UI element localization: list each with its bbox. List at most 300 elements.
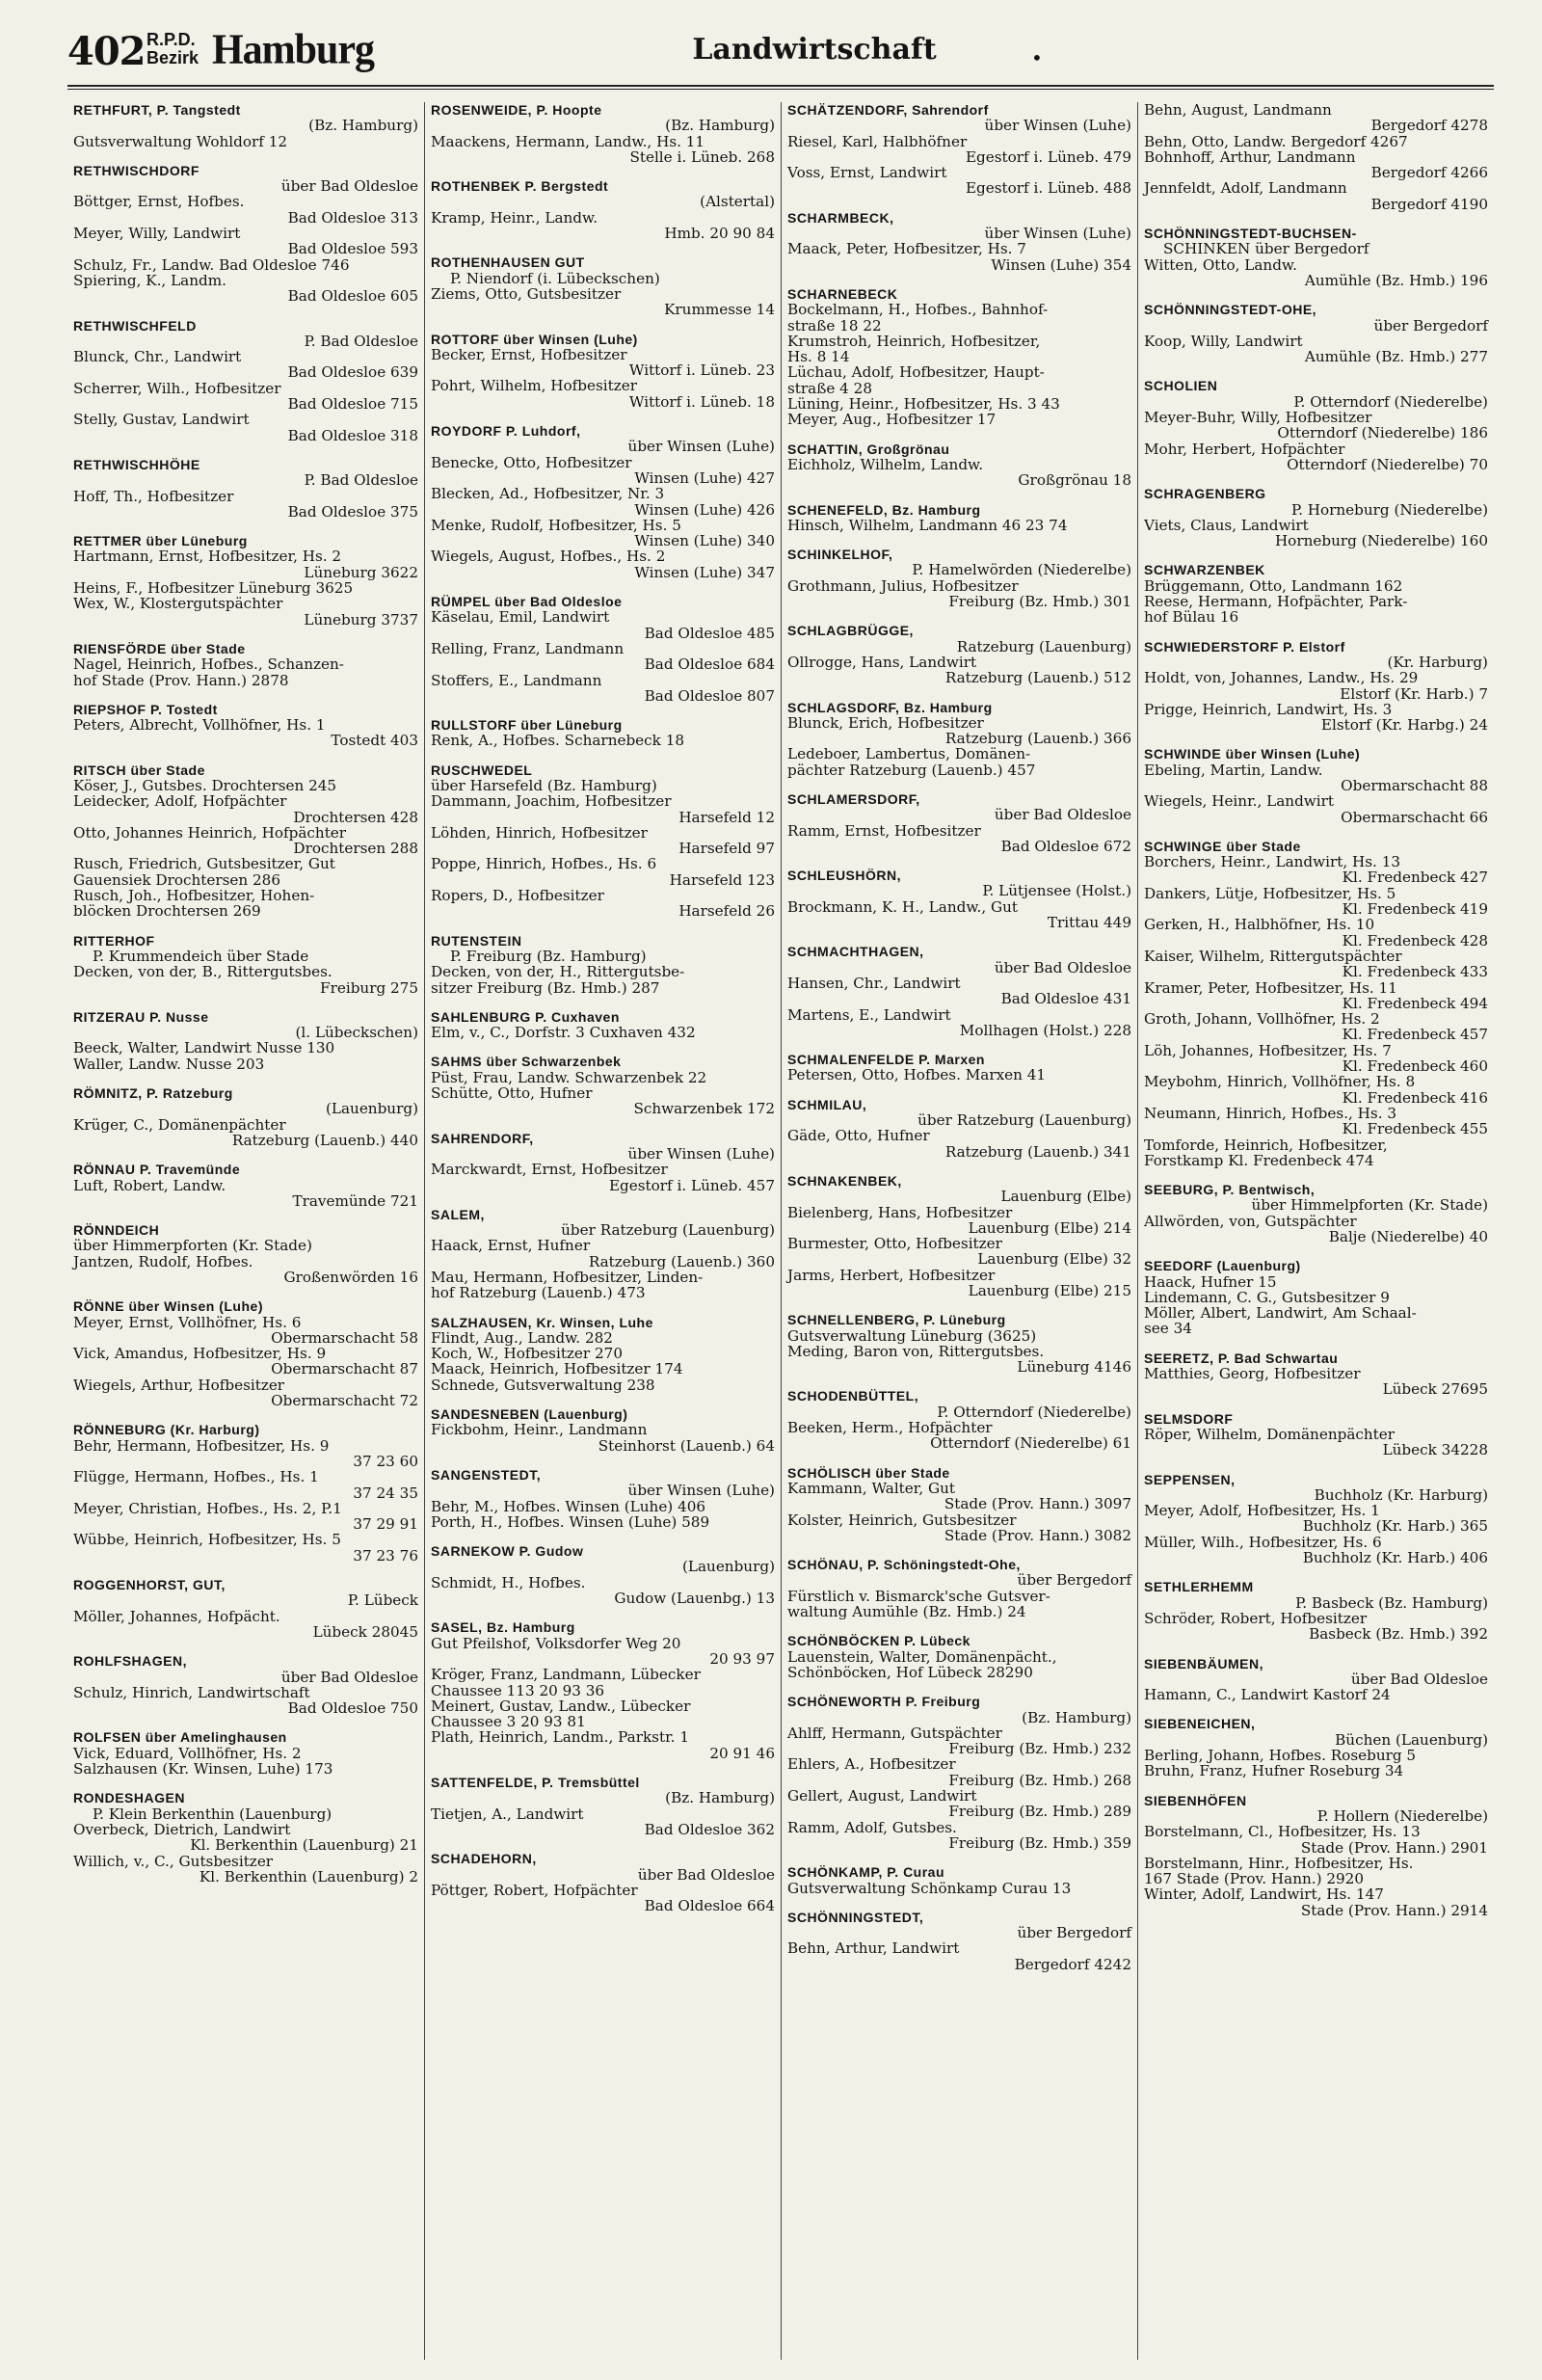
place-heading: SCHÖNAU, P. Schöningstedt-Ohe, (787, 1557, 1021, 1573)
entry-line: Lübeck 28045 (312, 1622, 418, 1641)
entry-line: Stoffers, E., Landmann (431, 671, 602, 689)
entry-line: straße 4 28 (787, 379, 872, 397)
entry-line: Vick, Eduard, Vollhöfner, Hs. 2 (73, 1744, 302, 1762)
entry-line: über Ratzeburg (Lauenburg) (561, 1221, 775, 1240)
page-number: 402 (67, 29, 146, 74)
place-heading: SANDESNEBEN (Lauenburg) (431, 1406, 628, 1423)
entry-line: Chaussee 3 20 93 81 (431, 1713, 586, 1731)
entry-line: Bergedorf 4278 (1370, 117, 1488, 135)
entry-line: Haack, Ernst, Hufner (431, 1237, 591, 1255)
entry-line: (Bz. Hamburg) (665, 1789, 775, 1807)
directory-entry (1144, 1258, 1488, 1336)
entry-line: Heins, F., Hofbesitzer Lüneburg 3625 (73, 579, 354, 598)
entry-line: (Bz. Hamburg) (665, 117, 775, 135)
entry-line: Kl. Fredenbeck 427 (1342, 869, 1488, 887)
entry-line: P. Niendorf (i. Lübeckschen) (450, 269, 660, 287)
directory-entry (73, 1009, 418, 1072)
entry-line: Röper, Wilhelm, Domänenpächter (1144, 1425, 1396, 1443)
entry-line: Kl. Fredenbeck 428 (1342, 931, 1488, 949)
entry-line: Pohrt, Wilhelm, Hofbesitzer (431, 377, 638, 395)
entry-line: P. Krummendeich über Stade (93, 947, 309, 965)
entry-line: Stelly, Gustav, Landwirt (73, 411, 250, 429)
entry-line: Harsefeld 97 (678, 840, 775, 858)
directory-entry (73, 457, 418, 520)
entry-line: Flindt, Aug., Landw. 282 (431, 1328, 613, 1347)
entry-line: see 34 (1144, 1320, 1192, 1338)
entry-line: über Winsen (Luhe) (627, 1482, 775, 1500)
entry-line: Kl. Berkenthin (Lauenburg) 2 (199, 1867, 418, 1885)
entry-line: 37 29 91 (353, 1515, 418, 1534)
place-heading: SANGENSTEDT, (431, 1466, 542, 1483)
entry-line: Elm, v., C., Dorfstr. 3 Cuxhaven 432 (431, 1024, 696, 1042)
entry-line: 37 23 60 (353, 1452, 418, 1470)
entry-line: Nagel, Heinrich, Hofbes., Schanzen- (73, 655, 344, 674)
columns (67, 102, 1494, 2360)
directory-entry (787, 547, 1131, 609)
entry-line: Ledeboer, Lambertus, Domänen- (787, 745, 1031, 763)
place-heading: ROTTORF über Winsen (Luhe) (431, 331, 638, 347)
entry-line: hof Ratzeburg (Lauenb.) 473 (431, 1284, 646, 1302)
directory-entry (73, 533, 418, 628)
entry-line: Eichholz, Wilhelm, Landw. (787, 455, 984, 473)
place-heading: SCHÖNNINGSTEDT, (787, 1909, 924, 1925)
directory-entry (1144, 1656, 1488, 1703)
entry-line: über Bad Oldesloe (994, 958, 1131, 976)
entry-line: Neumann, Hinrich, Hofbes., Hs. 3 (1144, 1104, 1397, 1122)
entry-line: Meding, Baron von, Rittergutsbes. (787, 1342, 1045, 1360)
entry-line: Ropers, D., Hofbesitzer (431, 887, 604, 905)
entry-line: Peters, Albrecht, Vollhöfner, Hs. 1 (73, 716, 326, 735)
place-heading: SARNEKOW P. Gudow (431, 1543, 584, 1560)
entry-line: Winter, Adolf, Landwirt, Hs. 147 (1144, 1885, 1384, 1904)
entry-line: Bergedorf 4190 (1370, 195, 1488, 213)
directory-entry (1144, 1793, 1488, 1918)
directory-entry (73, 1653, 418, 1716)
entry-line: über Bad Oldesloe (280, 177, 418, 196)
entry-line: Ramm, Adolf, Gutsbes. (787, 1818, 957, 1836)
directory-entry (787, 102, 1131, 197)
entry-line: Kl. Fredenbeck 433 (1342, 963, 1488, 981)
entry-line: Leidecker, Adolf, Hofpächter (73, 792, 287, 811)
directory-entry (431, 1619, 775, 1761)
entry-line: Blunck, Erich, Hofbesitzer (787, 713, 984, 732)
entry-line: Freiburg (Bz. Hmb.) 359 (948, 1833, 1131, 1852)
entry-line: Behn, Arthur, Landwirt (787, 1939, 960, 1958)
entry-line: Ratzeburg (Lauenb.) 512 (944, 669, 1131, 687)
entry-line: Gerken, H., Halbhöfner, Hs. 10 (1144, 916, 1375, 934)
place-heading: ROHLFSHAGEN, (73, 1653, 187, 1670)
directory-entry (1144, 1472, 1488, 1566)
entry-line: Hansen, Chr., Landwirt (787, 974, 961, 992)
directory-entry (73, 318, 418, 443)
entry-line: Winsen (Luhe) 427 (634, 468, 775, 487)
entry-line: Egestorf i. Lüneb. 488 (965, 179, 1131, 198)
entry-line: straße 18 22 (787, 316, 882, 334)
directory-entry (431, 717, 775, 749)
entry-line: Groth, Johann, Vollhöfner, Hs. 2 (1144, 1010, 1380, 1029)
place-heading: RETTMER über Lüneburg (73, 533, 248, 549)
entry-line: 20 93 97 (709, 1649, 775, 1668)
directory-entry (431, 1543, 775, 1606)
entry-line: Horneburg (Niederelbe) 160 (1274, 532, 1488, 550)
section-title: Landwirtschaft (692, 33, 937, 67)
entry-line: 37 24 35 (353, 1484, 418, 1502)
entry-line: Stelle i. Lüneb. 268 (629, 147, 775, 166)
entry-line: Freiburg (Bz. Hmb.) 289 (948, 1803, 1131, 1821)
entry-line: Willich, v., C., Gutsbesitzer (73, 1852, 274, 1870)
place-heading: RITZERAU P. Nusse (73, 1008, 209, 1025)
entry-line: Meyer, Aug., Hofbesitzer 17 (787, 411, 997, 429)
entry-line: Lüneburg 3737 (304, 610, 418, 628)
place-heading: SCHWINDE über Winsen (Luhe) (1144, 746, 1361, 762)
entry-line: Maack, Heinrich, Hofbesitzer 174 (431, 1360, 683, 1378)
entry-line: Behr, M., Hofbes. Winsen (Luhe) 406 (431, 1497, 706, 1515)
place-heading: SCHÖNKAMP, P. Curau (787, 1864, 945, 1881)
entry-line: Bad Oldesloe 485 (644, 624, 775, 642)
entry-line: Koch, W., Hofbesitzer 270 (431, 1345, 623, 1363)
column-3 (781, 102, 1137, 2360)
place-heading: SCHENEFELD, Bz. Hamburg (787, 501, 981, 518)
directory-entry (787, 441, 1131, 489)
entry-line: Winsen (Luhe) 340 (634, 532, 775, 550)
entry-line: Ziems, Otto, Gutsbesitzer (431, 284, 622, 303)
place-heading: SCHÖNNINGSTEDT-BUCHSEN- (1144, 226, 1357, 242)
place-heading: SELMSDORF (1144, 1410, 1234, 1427)
entry-line: Ollrogge, Hans, Landwirt (787, 653, 977, 671)
entry-line: Behr, Hermann, Hofbesitzer, Hs. 9 (73, 1436, 330, 1455)
entry-line: Rusch, Friedrich, Gutsbesitzer, Gut (73, 855, 335, 873)
entry-line: Ehlers, A., Hofbesitzer (787, 1755, 956, 1774)
directory-entry (73, 762, 418, 920)
entry-line: über Harsefeld (Bz. Hamburg) (431, 776, 657, 794)
directory-entry (431, 423, 775, 580)
entry-line: Wex, W., Klostergutspächter (73, 595, 283, 613)
place-heading: SALEM, (431, 1206, 485, 1222)
entry-line: Becker, Ernst, Hofbesitzer (431, 345, 627, 363)
entry-line: Meyer, Christian, Hofbes., Hs. 2, P.1 (73, 1499, 342, 1517)
entry-line: Ebeling, Martin, Landw. (1144, 761, 1323, 779)
entry-line: Berling, Johann, Hofbes. Roseburg 5 (1144, 1747, 1417, 1765)
entry-line: 37 23 76 (353, 1546, 418, 1564)
entry-line: Lüneburg 3622 (304, 563, 418, 581)
directory-entry (787, 1388, 1131, 1451)
place-heading: SETHLERHEMM (1144, 1579, 1254, 1595)
entry-line: Drochtersen 428 (293, 808, 418, 826)
entry-line: Löh, Johannes, Hofbesitzer, Hs. 7 (1144, 1041, 1392, 1059)
entry-line: Lübeck 34228 (1382, 1441, 1488, 1459)
entry-line: Lauenburg (Elbe) 214 (968, 1218, 1131, 1237)
entry-line: Meinert, Gustav, Landw., Lübecker (431, 1697, 691, 1715)
directory-entry (1144, 839, 1488, 1168)
entry-line: Petersen, Otto, Hofbes. Marxen 41 (787, 1066, 1047, 1084)
place-heading: SCHLAGSDORF, Bz. Hamburg (787, 699, 993, 715)
directory-entry (73, 933, 418, 996)
place-heading: SCHLAMERSDORF, (787, 790, 920, 807)
directory-entry (787, 1864, 1131, 1896)
entry-line: Pöttger, Robert, Hofpächter (431, 1881, 638, 1899)
entry-line: Bad Oldesloe 362 (644, 1820, 775, 1838)
entry-line: Hartmann, Ernst, Hofbesitzer, Hs. 2 (73, 548, 342, 566)
entry-line: Dammann, Joachim, Hofbesitzer (431, 792, 672, 811)
directory-entry (1144, 226, 1488, 288)
entry-line: Obermarschacht 66 (1341, 808, 1488, 826)
place-heading: ROTHENBEK P. Bergstedt (431, 178, 609, 195)
entry-line: Aumühle (Bz. Hmb.) 196 (1304, 271, 1488, 289)
entry-line: Harsefeld 12 (678, 808, 775, 826)
directory-entry (787, 1097, 1131, 1160)
header-rule (67, 85, 1494, 87)
entry-line: Bad Oldesloe 605 (287, 287, 418, 306)
directory-entry (431, 1406, 775, 1454)
directory-entry (73, 1422, 418, 1564)
entry-line: Buchholz (Kr. Harb.) 365 (1302, 1517, 1488, 1536)
entry-line: Obermarschacht 72 (271, 1392, 418, 1410)
place-heading: SCHOLIEN (1144, 378, 1218, 394)
entry-line: Relling, Franz, Landmann (431, 639, 625, 657)
place-heading: SCHÖNBÖCKEN P. Lübeck (787, 1633, 970, 1649)
entry-line: Bad Oldesloe 593 (287, 240, 418, 258)
entry-line: Wiegels, Arthur, Hofbesitzer (73, 1376, 285, 1394)
entry-line: über Bergedorf (1373, 316, 1488, 334)
place-heading: SEERETZ, P. Bad Schwartau (1144, 1350, 1339, 1366)
entry-line: (l. Lübeckschen) (295, 1024, 418, 1042)
directory-entry (431, 1054, 775, 1116)
directory-entry (787, 868, 1131, 930)
entry-line: Meyer, Adolf, Hofbesitzer, Hs. 1 (1144, 1502, 1380, 1520)
entry-line: Kramer, Peter, Hofbesitzer, Hs. 11 (1144, 978, 1397, 997)
entry-line: Burmester, Otto, Hofbesitzer (787, 1235, 1002, 1253)
place-heading: RÜMPEL über Bad Oldesloe (431, 594, 623, 610)
place-heading: RUTENSTEIN (431, 932, 522, 949)
directory-entry (73, 102, 418, 149)
entry-line: Scherrer, Wilh., Hofbesitzer (73, 379, 281, 397)
place-heading: RIENSFÖRDE über Stade (73, 640, 246, 656)
entry-line: Viets, Claus, Landwirt (1144, 516, 1309, 534)
entry-line: Steinhorst (Lauenb.) 64 (598, 1436, 775, 1455)
entry-line: Blunck, Chr., Landwirt (73, 348, 242, 366)
entry-line: Beeken, Herm., Hofpächter (787, 1419, 993, 1437)
entry-line: Lauenburg (Elbe) 215 (968, 1282, 1131, 1299)
place-heading: SCHLEUSHÖRN, (787, 868, 902, 884)
entry-line: P. Hollern (Niederelbe) (1316, 1806, 1488, 1825)
entry-line: Marckwardt, Ernst, Hofbesitzer (431, 1161, 668, 1179)
entry-line: Kolster, Heinrich, Gutsbesitzer (787, 1511, 1017, 1529)
directory-entry (787, 1694, 1131, 1851)
entry-line: Bad Oldesloe 431 (1000, 990, 1131, 1008)
entry-line: Borstelmann, Cl., Hofbesitzer, Hs. 13 (1144, 1823, 1421, 1841)
entry-line: (Lauenburg) (681, 1558, 775, 1576)
entry-line: Stade (Prov. Hann.) 3097 (944, 1495, 1131, 1513)
entry-line: Möller, Albert, Landwirt, Am Schaal- (1144, 1304, 1417, 1323)
entry-line: Porth, H., Hofbes. Winsen (Luhe) 589 (431, 1512, 710, 1531)
directory-entry (73, 641, 418, 688)
entry-line: Müller, Wilh., Hofbesitzer, Hs. 6 (1144, 1533, 1382, 1551)
header-rule-thin (67, 89, 1494, 90)
entry-line: blöcken Drochtersen 269 (73, 902, 261, 921)
place-heading: ROTHENHAUSEN GUT (431, 254, 585, 271)
entry-line: Bergedorf 4266 (1370, 164, 1488, 182)
entry-line: Spiering, K., Landm. (73, 271, 226, 289)
entry-line: P. Bad Oldesloe (304, 471, 418, 490)
directory-entry (1144, 562, 1488, 625)
directory-entry (73, 1790, 418, 1885)
directory-entry (431, 1009, 775, 1041)
entry-line: Bohnhoff, Arthur, Landmann (1144, 147, 1356, 166)
entry-line: Borchers, Heinr., Landwirt, Hs. 13 (1144, 853, 1401, 871)
entry-line: Harsefeld 26 (678, 902, 775, 921)
entry-line: über Bergedorf (1017, 1571, 1131, 1590)
directory-entry (431, 1851, 775, 1913)
entry-line: Fickbohm, Heinr., Landmann (431, 1421, 648, 1439)
directory-entry (73, 1577, 418, 1640)
entry-line: Maack, Peter, Hofbesitzer, Hs. 7 (787, 240, 1026, 258)
entry-line: Stade (Prov. Hann.) 2901 (1300, 1838, 1488, 1857)
entry-line: P. Freiburg (Bz. Hamburg) (450, 947, 647, 965)
entry-line: Großgrönau 18 (1018, 471, 1131, 490)
entry-line: Otterndorf (Niederelbe) 61 (930, 1434, 1131, 1453)
entry-line: Egestorf i. Lüneb. 457 (608, 1176, 775, 1194)
place-heading: SCHWIEDERSTORF P. Elstorf (1144, 638, 1345, 655)
place-heading: RITTERHOF (73, 932, 155, 949)
place-heading: SCHARMBECK, (787, 209, 894, 226)
entry-line: 20 91 46 (709, 1744, 775, 1762)
place-heading: RÖNNDEICH (73, 1222, 160, 1239)
entry-line: Otto, Johannes Heinrich, Hofpächter (73, 823, 347, 842)
entry-line: über Winsen (Luhe) (984, 225, 1131, 243)
entry-line: hof Stade (Prov. Hann.) 2878 (73, 671, 289, 689)
directory-entry (787, 1052, 1131, 1083)
entry-line: Ramm, Ernst, Hofbesitzer (787, 821, 981, 840)
entry-line: Witten, Otto, Landw. (1144, 255, 1297, 274)
entry-line: Voss, Ernst, Landwirt (787, 164, 947, 182)
entry-line: Püst, Frau, Landw. Schwarzenbek 22 (431, 1068, 707, 1086)
directory-entry (431, 1775, 775, 1837)
entry-line: Bad Oldesloe 807 (644, 686, 775, 705)
column-4 (1137, 102, 1494, 2360)
entry-line: Otterndorf (Niederelbe) 186 (1277, 424, 1488, 442)
entry-line: Kl. Fredenbeck 457 (1342, 1026, 1488, 1044)
entry-line: P. Hamelwörden (Niederelbe) (912, 561, 1131, 579)
place-heading: SCHLAGBRÜGGE, (787, 623, 914, 639)
entry-line: Kl. Fredenbeck 494 (1342, 994, 1488, 1012)
entry-line: Maackens, Hermann, Landw., Hs. 11 (431, 132, 705, 150)
place-heading: RITSCH über Stade (73, 762, 205, 778)
entry-line: Brüggemann, Otto, Landmann 162 (1144, 576, 1403, 595)
entry-line: Prigge, Heinrich, Landwirt, Hs. 3 (1144, 700, 1393, 718)
place-heading: RONDESHAGEN (73, 1790, 185, 1806)
entry-line: Balje (Niederelbe) 40 (1328, 1228, 1488, 1245)
entry-line: Gauensiek Drochtersen 286 (73, 870, 281, 889)
entry-line: Allwörden, von, Gutspächter (1144, 1212, 1357, 1230)
entry-line: Lauenburg (Elbe) 32 (977, 1250, 1131, 1269)
entry-line: über Bad Oldesloe (637, 1865, 775, 1884)
directory-entry (787, 1910, 1131, 1972)
entry-line: P. Otterndorf (Niederelbe) (937, 1403, 1131, 1421)
entry-line: Jennfeldt, Adolf, Landmann (1144, 179, 1347, 198)
directory-entry (1144, 1350, 1488, 1398)
entry-line: Jarms, Herbert, Hofbesitzer (787, 1266, 996, 1284)
entry-line: Mohr, Herbert, Hofpächter (1144, 440, 1345, 458)
entry-line: Freiburg (Bz. Hmb.) 268 (948, 1771, 1131, 1789)
entry-line: Bad Oldesloe 664 (644, 1897, 775, 1915)
entry-line: Borstelmann, Hinr., Hofbesitzer, Hs. (1144, 1854, 1414, 1872)
entry-line: über Winsen (Luhe) (627, 1144, 775, 1163)
entry-line: Kröger, Franz, Landmann, Lübecker (431, 1666, 701, 1684)
place-heading: SCHINKELHOF, (787, 547, 893, 563)
place-heading: RETHWISCHHÖHE (73, 456, 200, 472)
entry-line: Bad Oldesloe 672 (1000, 837, 1131, 855)
entry-line: Bielenberg, Hans, Hofbesitzer (787, 1203, 1013, 1221)
entry-line: Otterndorf (Niederelbe) 70 (1287, 455, 1488, 473)
entry-line: P. Klein Berkenthin (Lauenburg) (93, 1805, 332, 1823)
entry-line: Krüger, C., Domänenpächter (73, 1115, 286, 1134)
entry-line: (Bz. Hamburg) (1022, 1708, 1131, 1726)
entry-line: Vick, Amandus, Hofbesitzer, Hs. 9 (73, 1345, 327, 1363)
entry-line: P. Lütjensee (Holst.) (982, 882, 1131, 900)
entry-line: (Kr. Harburg) (1387, 653, 1488, 671)
entry-line: Ratzeburg (Lauenb.) 366 (944, 730, 1131, 748)
entry-line: Bergedorf 4242 (1014, 1955, 1131, 1973)
directory-page (67, 27, 1494, 2360)
entry-line: Hinsch, Wilhelm, Landmann 46 23 74 (787, 516, 1068, 534)
directory-entry (73, 1085, 418, 1148)
place-heading: SCHMACHTHAGEN, (787, 944, 924, 960)
entry-line: Schnede, Gutsverwaltung 238 (431, 1376, 655, 1394)
entry-line: Dankers, Lütje, Hofbesitzer, Hs. 5 (1144, 884, 1396, 902)
entry-line: Kramp, Heinr., Landw. (431, 208, 598, 227)
place-heading: RÖMNITZ, P. Ratzeburg (73, 1085, 233, 1102)
entry-line: Ratzeburg (Lauenb.) 440 (231, 1131, 418, 1149)
entry-line: Schütte, Otto, Hufner (431, 1084, 593, 1103)
directory-entry (787, 944, 1131, 1038)
directory-entry (431, 332, 775, 410)
directory-entry (431, 102, 775, 165)
entry-line: Lindemann, C. G., Gutsbesitzer 9 (1144, 1288, 1390, 1306)
entry-line: Wiegels, Heinr., Landwirt (1144, 792, 1335, 811)
entry-line: Ratzeburg (Lauenburg) (956, 637, 1131, 655)
entry-line: Freiburg (Bz. Hmb.) 232 (948, 1740, 1131, 1758)
entry-line: Menke, Rudolf, Hofbesitzer, Hs. 5 (431, 516, 681, 534)
place-heading: SCHÖLISCH über Stade (787, 1464, 950, 1481)
place-heading: RÖNNAU P. Travemünde (73, 1162, 241, 1178)
directory-entry (431, 1315, 775, 1393)
entry-line: Reese, Hermann, Hofpächter, Park- (1144, 593, 1408, 611)
entry-line: über Bad Oldesloe (994, 806, 1131, 824)
entry-line: Bad Oldesloe 750 (287, 1699, 418, 1718)
entry-line: Beeck, Walter, Landwirt Nusse 130 (73, 1039, 335, 1057)
entry-line: Salzhausen (Kr. Winsen, Luhe) 173 (73, 1760, 333, 1778)
entry-line: Wiegels, August, Hofbes., Hs. 2 (431, 548, 666, 566)
directory-entry (431, 254, 775, 317)
directory-entry (73, 1222, 418, 1285)
place-heading: SIEBENBÄUMEN, (1144, 1655, 1263, 1671)
entry-line: Lauenburg (Elbe) (1000, 1188, 1131, 1206)
entry-line: (Bz. Hamburg) (308, 117, 418, 135)
entry-line: Brockmann, K. H., Landw., Gut (787, 897, 1019, 916)
entry-line: Behn, August, Landmann (1144, 102, 1332, 119)
entry-line: Rusch, Joh., Hofbesitzer, Hohen- (73, 887, 315, 905)
entry-line: über Bergedorf (1017, 1924, 1131, 1942)
entry-line: Obermarschacht 88 (1341, 776, 1488, 794)
entry-line: Großenwörden 16 (283, 1269, 418, 1286)
entry-line: Flügge, Hermann, Hofbes., Hs. 1 (73, 1468, 319, 1486)
directory-entry (73, 702, 418, 749)
entry-line: P. Basbeck (Bz. Hamburg) (1295, 1593, 1488, 1612)
header-dot: • (1031, 46, 1043, 69)
entry-line: Jantzen, Rudolf, Hofbes. (73, 1252, 253, 1270)
place-heading: SIEBENHÖFEN (1144, 1792, 1247, 1808)
entry-line: Holdt, von, Johannes, Landw., Hs. 29 (1144, 669, 1419, 687)
